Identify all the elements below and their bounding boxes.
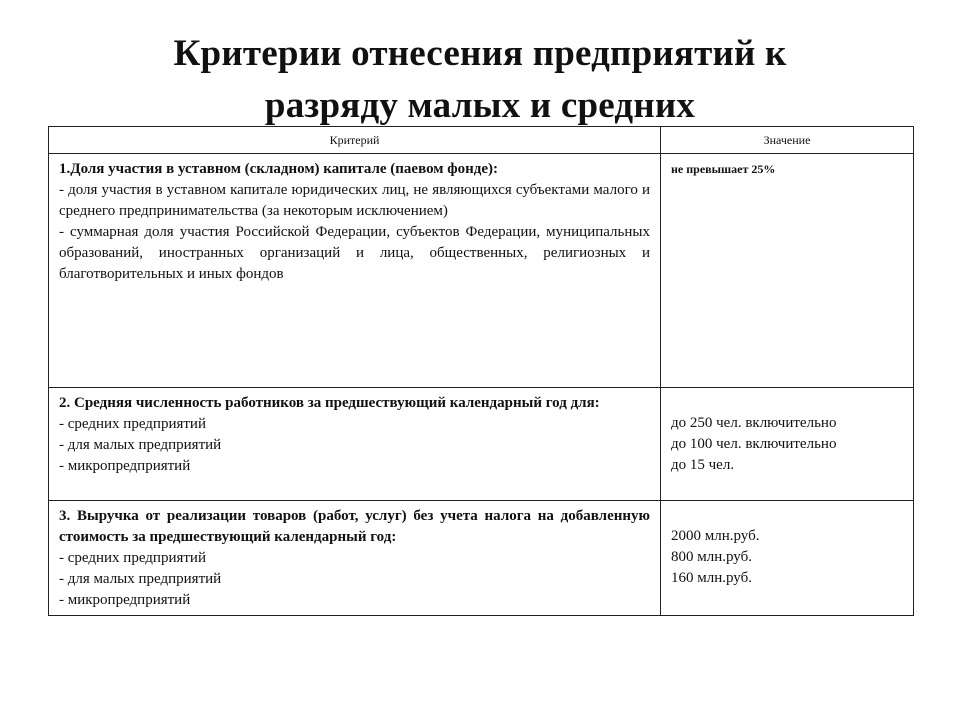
criterion-cell: [49, 388, 661, 501]
criterion-item: - микропредприятий: [59, 592, 191, 608]
criterion-cell: [49, 501, 661, 616]
value-cell: [661, 154, 914, 388]
value-cell: [661, 501, 914, 616]
table-row: [49, 154, 914, 388]
criterion-heading: 1.Доля участия в уставном (складном) капитале (паевом фонде):: [59, 161, 499, 177]
value-text: 160 млн.руб.: [671, 570, 752, 586]
criteria-table: [48, 126, 914, 616]
criterion-item: - средних предприятий: [59, 550, 206, 566]
page-title-line-1: Критерии отнесения предприятий к: [173, 33, 787, 74]
table-row: [49, 501, 914, 616]
criterion-item: - микропредприятий: [59, 458, 191, 474]
criterion-heading: 2. Средняя численность работников за предшествующий календарный год для:: [59, 395, 600, 411]
table-row: [49, 388, 914, 501]
criterion-item: - доля участия в уставном капитале юридических лиц, не являющихся субъектами малого и среднего предпринимательства (за некоторым исключением): [59, 182, 650, 219]
page-title: [0, 28, 960, 132]
value-text: не превышает 25%: [671, 162, 776, 176]
criterion-heading: 3. Выручка от реализации товаров (работ, услуг) без учета налога на добавленную стоимость за предшествующий календарный год:: [59, 508, 650, 545]
value-text: до 15 чел.: [671, 457, 735, 473]
criterion-item: - для малых предприятий: [59, 571, 222, 587]
criterion-item: - средних предприятий: [59, 416, 206, 432]
value-text: до 100 чел. включительно: [671, 436, 837, 452]
column-header-value: Значение: [661, 127, 914, 154]
value-text: до 250 чел. включительно: [671, 415, 837, 431]
criterion-item: - суммарная доля участия Российской Федерации, субъектов Федерации, муниципальных образований, иностранных организаций и лица, общественных, религиозных и благотворительных и иных фондов: [59, 224, 650, 282]
value-cell: [661, 388, 914, 501]
value-text: 800 млн.руб.: [671, 549, 752, 565]
criterion-cell: [49, 154, 661, 388]
column-header-criterion: Критерий: [49, 127, 661, 154]
page-title-line-2: разряду малых и средних: [264, 85, 696, 126]
criterion-item: - для малых предприятий: [59, 437, 222, 453]
table-header-row: [49, 127, 914, 154]
value-text: 2000 млн.руб.: [671, 528, 760, 544]
